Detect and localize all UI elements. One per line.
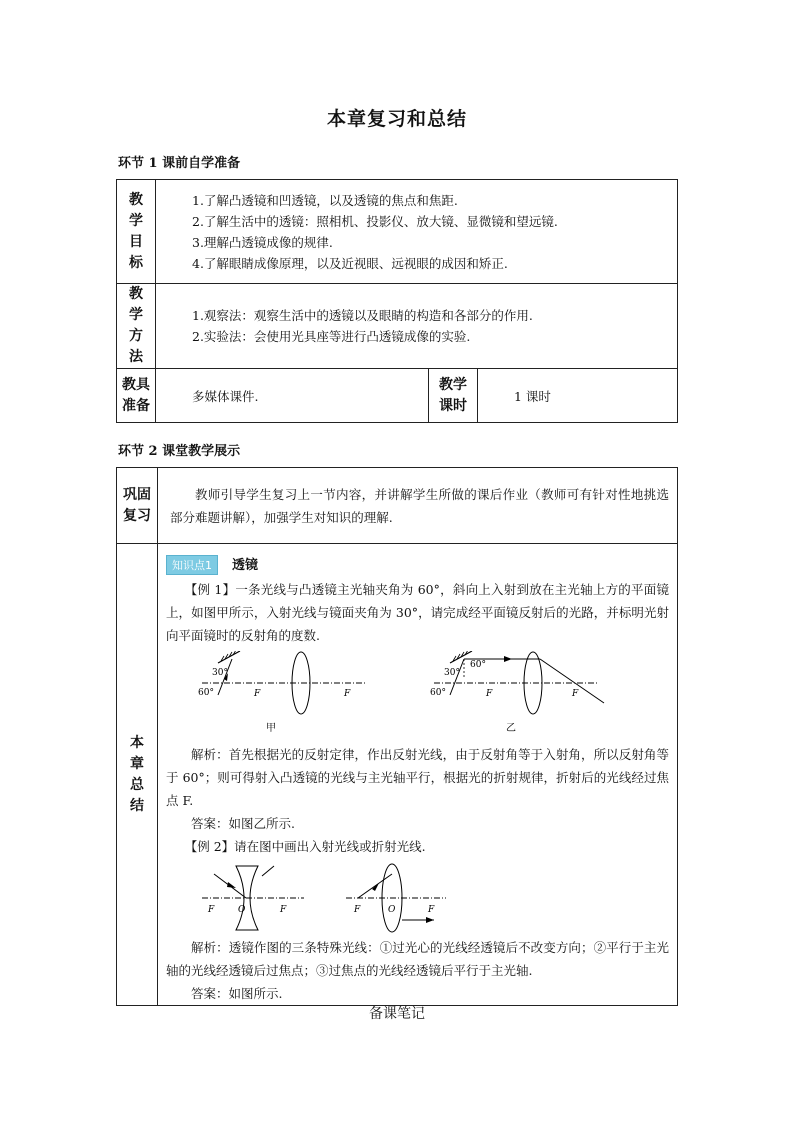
prep-table — [116, 179, 678, 423]
focus-label: F — [486, 689, 493, 699]
refracted-ray — [262, 866, 274, 876]
figure-label-a: 甲 — [266, 723, 276, 734]
focus-label: F — [354, 905, 361, 915]
angle-label: 30° — [212, 668, 228, 678]
tools-label: 教具 准备 — [117, 369, 156, 423]
focus-label: F — [254, 689, 261, 699]
analysis-2: 解析：透镜作图的三条特殊光线：①过光心的光线经透镜后不改变方向；②平行于主光轴的光线经透镜后过焦点；③过焦点的光线经透镜后平行于主光轴. — [166, 940, 669, 978]
methods-list — [156, 284, 678, 369]
figure-label-b: 乙 — [506, 723, 516, 734]
angle-label: 60° — [470, 660, 486, 670]
angle-label: 60° — [430, 688, 446, 698]
hours-label: 教学 课时 — [429, 369, 478, 423]
knowledge-point-badge: 知识点1 — [166, 555, 218, 575]
origin-label: O — [238, 905, 246, 915]
ray-arrow — [504, 656, 512, 662]
incident-ray — [358, 874, 392, 898]
tools-value: 多媒体课件. — [156, 369, 429, 423]
example-1: 【例 1】一条光线与凸透镜主光轴夹角为 60°，斜向上入射到放在主光轴上方的平面镜上，如图甲所示，入射光线与镜面夹角为 30°，请完成经平面镜反射后的光路，并标明光射向平面镜时的反射角的度数. — [166, 582, 669, 643]
page-title: 本章复习和总结 — [326, 108, 467, 130]
lens-figures-1 — [166, 651, 666, 743]
lens-figures-2 — [166, 862, 666, 936]
ray-arrow — [227, 882, 236, 888]
review-text-cell — [158, 468, 678, 544]
angle-label: 30° — [444, 668, 460, 678]
method-item: 1.观察法：观察生活中的透镜以及眼睛的构造和各部分的作用. — [192, 308, 533, 323]
goals-list — [156, 180, 678, 284]
goals-label: 教 学 目 标 — [117, 180, 156, 284]
goal-item: 3.理解凸透镜成像的规律. — [192, 234, 333, 250]
example-2: 【例 2】请在图中画出入射光线或折射光线. — [184, 839, 426, 854]
answer-1: 答案：如图乙所示. — [191, 816, 295, 831]
section-heading-2: 环节 2 课堂教学展示 — [118, 444, 241, 459]
focus-label: F — [572, 689, 579, 699]
class-table — [116, 467, 678, 1006]
method-item: 2.实验法：会使用光具座等进行凸透镜成像的实验. — [192, 329, 471, 344]
section-heading-1: 环节 1 课前自学准备 — [118, 156, 241, 171]
summary-label: 本 章 总 结 — [117, 544, 158, 1006]
goal-item: 2.了解生活中的透镜：照相机、投影仪、放大镜、显微镜和望远镜. — [192, 213, 558, 229]
review-text: 教师引导学生复习上一节内容，并讲解学生所做的课后作业（教师可有针对性地挑选部分难题讲解），加强学生对知识的理解. — [170, 486, 669, 525]
summary-content — [158, 544, 678, 1006]
angle-label: 60° — [198, 688, 214, 698]
focus-label: F — [208, 905, 215, 915]
focus-label: F — [280, 905, 287, 915]
answer-2: 答案：如图所示. — [191, 986, 283, 1001]
hours-value: 1 课时 — [478, 369, 678, 423]
goal-item: 4.了解眼睛成像原理，以及近视眼、远视眼的成因和矫正. — [192, 255, 508, 271]
knowledge-point-title: 透镜 — [231, 558, 258, 573]
focus-label: F — [344, 689, 351, 699]
ray-arrow — [426, 917, 434, 923]
footer-notes: 备课笔记 — [369, 1006, 425, 1022]
goal-item: 1.了解凸透镜和凹透镜，以及透镜的焦点和焦距. — [192, 192, 458, 208]
methods-label: 教 学 方 法 — [117, 284, 156, 369]
review-label: 巩固 复习 — [117, 468, 158, 544]
origin-label: O — [388, 905, 396, 915]
focus-label: F — [428, 905, 435, 915]
analysis-1: 解析：首先根据光的反射定律，作出反射光线，由于反射角等于入射角，所以反射角等于 60°；则可得射入凸透镜的光线与主光轴平行，根据光的折射规律，折射后的光线经过焦点 F. — [166, 747, 669, 808]
